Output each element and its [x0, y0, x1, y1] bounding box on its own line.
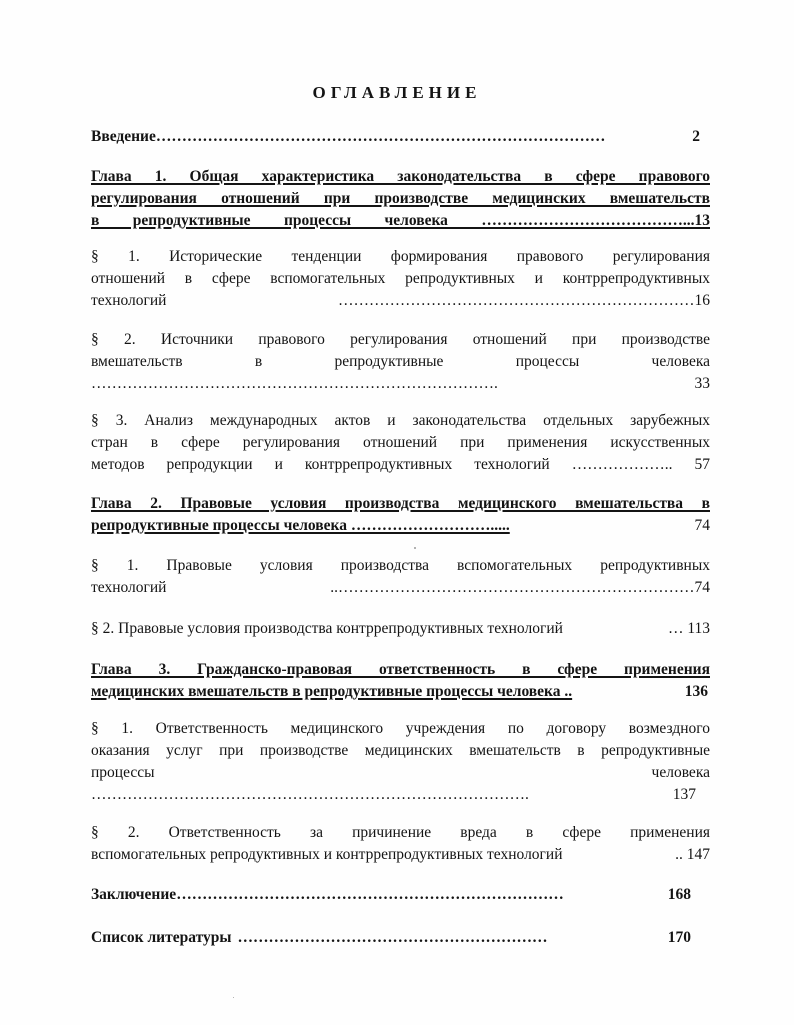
section-text-line: § 2. Источники правового регулирования отношений при производстве	[91, 331, 710, 348]
chapter-title-line: Глава 1. Общая характеристика законодательства в сфере правового	[91, 168, 710, 185]
scan-speck	[414, 547, 416, 549]
section-text-line: отношений в сфере вспомогательных репродуктивных и контррепродуктивных	[91, 270, 710, 287]
toc-page-number: 170	[667, 929, 691, 946]
toc-page-number: 2	[692, 128, 700, 145]
chapter-title-line: регулирования отношений при производстве медицинских вмешательств	[91, 190, 710, 207]
toc-section-3-2[interactable]	[91, 822, 710, 866]
toc-chapter-1[interactable]	[91, 166, 710, 232]
section-text-line: ……………………………………………………………………. 33	[91, 375, 710, 392]
toc-label: Список литературы	[91, 929, 232, 946]
section-text-line: технологий ……………………………………………………………16	[91, 292, 710, 309]
toc-entry-introduction[interactable]	[91, 126, 710, 148]
section-text-line: стран в сфере регулирования отношений при применения искусственных	[91, 434, 710, 451]
toc-label: Заключение	[91, 886, 177, 903]
toc-entry-conclusion[interactable]	[91, 884, 691, 906]
toc-chapter-3[interactable]	[91, 659, 710, 703]
chapter-title-line: медицинских вмешательств в репродуктивные процессы человека ..	[91, 683, 573, 700]
section-text-line: § 3. Анализ международных актов и законодательства отдельных зарубежных	[91, 412, 710, 429]
toc-section-2-1[interactable]	[91, 555, 710, 599]
toc-section-3-1[interactable]	[91, 718, 710, 806]
toc-leader-dots: ……………………………………………………	[237, 929, 548, 946]
section-text-line: вспомогательных репродуктивных и контррепродуктивных технологий	[91, 846, 563, 863]
toc-section-2-2[interactable]	[91, 618, 710, 640]
section-text-line: § 1. Ответственность медицинского учреждения по договору возмездного	[91, 720, 710, 737]
section-text-line: оказания услуг при производстве медицинских вмешательств в репродуктивные	[91, 742, 710, 759]
section-text-line: § 2. Ответственность за причинение вреда в сфере применения	[91, 824, 710, 841]
toc-page-number: 74	[694, 517, 710, 534]
chapter-title-line: Глава 3. Гражданско-правовая ответственность в сфере применения	[91, 661, 710, 678]
toc-section-1-1[interactable]	[91, 246, 710, 312]
section-text-line: § 1. Исторические тенденции формирования правового регулирования	[91, 248, 710, 265]
toc-leader-dots: ………………………………………………………………………….	[91, 786, 529, 803]
page-title: ОГЛАВЛЕНИЕ	[312, 83, 482, 102]
toc-leader-dots: …………………………………………………………………	[176, 886, 564, 903]
toc-section-1-3[interactable]	[91, 410, 710, 476]
section-text-line: человека	[651, 764, 710, 781]
toc-entry-references[interactable]	[91, 927, 691, 949]
toc-chapter-2[interactable]	[91, 493, 710, 537]
chapter-title-line: репродуктивные процессы человека ……………………….....	[91, 517, 510, 534]
toc-page-number: 136	[684, 683, 708, 700]
toc-label: Введение	[91, 128, 156, 145]
toc-page-number: … 113	[667, 620, 710, 637]
toc-section-1-2[interactable]	[91, 329, 710, 395]
toc-page-number: 168	[667, 886, 691, 903]
scan-speck	[233, 997, 234, 998]
section-text-line: вмешательств в репродуктивные процессы человека	[91, 353, 710, 370]
chapter-title-line: в репродуктивные процессы человека …………………………………...13	[91, 212, 710, 229]
section-text-line: § 1. Правовые условия производства вспомогательных репродуктивных	[91, 557, 710, 574]
chapter-title-line: Глава 2. Правовые условия производства медицинского вмешательства в	[91, 495, 710, 512]
toc-leader-dots: ……………………………………………………………………………	[155, 128, 606, 145]
section-text-line: технологий ..……………………………………………………………74	[91, 579, 710, 596]
section-text-line: методов репродукции и контррепродуктивных технологий ……………….. 57	[91, 456, 710, 473]
section-text-line: процессы	[91, 764, 155, 781]
toc-page-number: 137	[672, 786, 696, 803]
section-text-line: § 2. Правовые условия производства контррепродуктивных технологий	[91, 620, 563, 637]
toc-page-number: .. 147	[675, 846, 710, 863]
